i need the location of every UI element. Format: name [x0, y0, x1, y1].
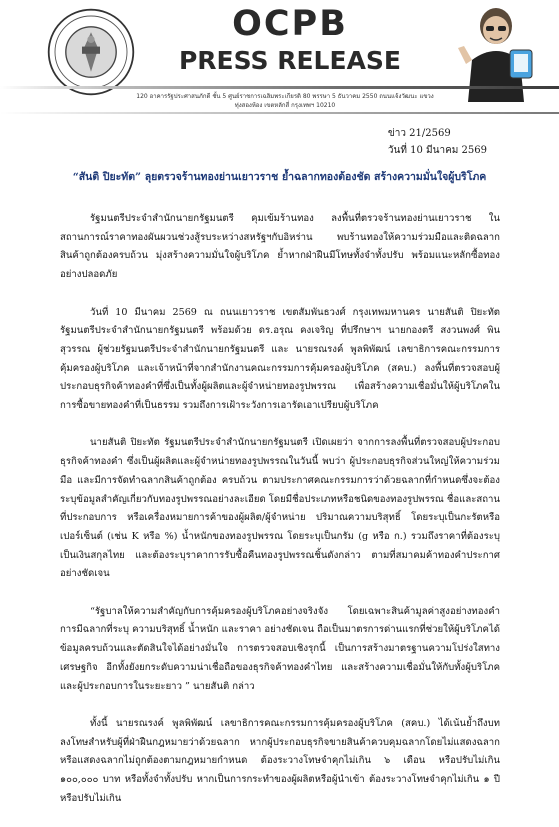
org-abbrev: OCPB — [232, 4, 348, 44]
paragraph-inspection: วันที่ 10 มีนาคม 2569 ณ ถนนเยาวราช เขตสัมพันธวงศ์ กรุงเทพมหานคร นายสันติ ปิยะทัต รัฐมนตรีประจำสำนักนายกรัฐมนตรี พร้อมด้วย ดร.อรุณ คงเจริญ ที่ปรึกษาฯ นายกองตรี สงวนพงศ์ พินสุวรรณ ผู้ช่วยรัฐมนตรีประจำสำนักนายกรัฐมนตรี และ นายรณรงค์ พูลพิพัฒน์ เลขาธิการคณะกรรมการคุ้มครองผู้บริโภค และเจ้าหน้าที่จากสำนักงานคณะกรรมการคุ้มครองผู้บริโภค (สคบ.) ลงพื้นที่ตรวจสอบผู้ประกอบธุรกิจค้าทองคำที่ซึ่งเป็นทั้งผู้ผลิตและผู้จำหน่ายทองรูปพรรณ เพื่อสร้างความเชื่อมั่นให้ผู้บริโภคในการซื้อขายทองคำที่เป็นธรรม รวมถึงการเฝ้าระวังการเอารัดเอาเปรียบผู้บริโภค — [60, 306, 500, 412]
header-rule-top — [0, 86, 559, 89]
paragraph-findings: นายสันติ ปิยะทัต รัฐมนตรีประจำสำนักนายกรัฐมนตรี เปิดเผยว่า จากการลงพื้นที่ตรวจสอบผู้ประกอบธุรกิจค้าทองคำ ซึ่งเป็นผู้ผลิตและผู้จำหน่ายทองรูปพรรณในวันนี้ พบว่า ผู้ประกอบธุรกิจส่วนใหญ่ให้ความร่วมมือ และมีการจัดทำฉลากสินค้าถูกต้อง ครบถ้วน ตามประกาศคณะกรรมการว่าด้วยฉลากที่กำหนดซึ่งจะต้องระบุข้อมูลสำคัญเกี่ยวกับทองรูปพรรณอย่างละเอียด โดยมีชื่อประเภทหรือชนิดของทองรูปพรรณ ชื่อและสถานที่ประกอบการ หรือเครื่องหมายการค้าของผู้ผลิต/ผู้จำหน่าย ปริมาณความบริสุทธิ์ โดยระบุเป็นกะรัตหรือเปอร์เซ็นต์ (เช่น K หรือ %) น้ำหนักของทองรูปพรรณ โดยระบุเป็นกรัม (g หรือ ก.) รวมถึงราคาที่ต้องระบุเป็นเงินสกุลไทย และต้องระบุราคาการรับซื้อคืนทองรูปพรรณชิ้นดังกล่าว ตามที่สมาคมค้าทองคำประกาศอย่างชัดเจน — [60, 437, 500, 580]
header-rule-bottom — [0, 112, 559, 114]
paragraph-penalties: ทั้งนี้ นายรณรงค์ พูลพิพัฒน์ เลขาธิการคณะกรรมการคุ้มครองผู้บริโภค (สคบ.) ได้เน้นย้ำถึงบทลงโทษสำหรับผู้ที่ฝ่าฝืนกฎหมายว่าด้วยฉลาก หากผู้ประกอบธุรกิจขายสินค้าควบคุมฉลากโดยไม่แสดงฉลาก หรือแสดงฉลากไม่ถูกต้องตามกฎหมายกำหนด ต้องระวางโทษจำคุกไม่เกิน ๖ เดือน หรือปรับไม่เกิน ๑๐๐,๐๐๐ บาท หรือทั้งจำทั้งปรับ หากเป็นการกระทำของผู้ผลิตหรือผู้นำเข้า ต้องระวางโทษจำคุกไม่เกิน ๑ ปี หรือปรับไม่เกิน — [60, 717, 500, 804]
article-body — [60, 210, 500, 827]
headline: “สันติ ปิยะทัต” ลุยตรวจร้านทองย่านเยาวราช ย้ำฉลากทองต้องชัด สร้างความมั่นใจผู้บริโภค — [72, 171, 487, 183]
press-release-header — [0, 0, 559, 112]
paragraph-summary: รัฐมนตรีประจำสำนักนายกรัฐมนตรี คุมเข้มร้านทอง ลงพื้นที่ตรวจร้านทองย่านเยาวราช ในสถานการณ์ราคาทองผันผวนช่วงสู้รบระหว่างสหรัฐฯกับอิหร่าน พบร้านทองให้ความร่วมมือและติดฉลากสินค้าถูกต้องครบถ้วน มุ่งสร้างความมั่นใจผู้บริโภค ย้ำหากฝ่าฝืนมีโทษทั้งจำทั้งปรับ พร้อมแนะหลักซื้อทองอย่างปลอดภัย — [60, 213, 500, 281]
paragraph-quote: “รัฐบาลให้ความสำคัญกับการคุ้มครองผู้บริโภคอย่างจริงจัง โดยเฉพาะสินค้ามูลค่าสูงอย่างทองคำ การมีฉลากที่ระบุ ความบริสุทธิ์ น้ำหนัก และราคา อย่างชัดเจน ถือเป็นมาตรการด่านแรกที่ช่วยให้ผู้บริโภคได้ข้อมูลครบถ้วนและตัดสินใจได้อย่างมั่นใจ การตรวจสอบเชิงรุกนี้ เป็นการสร้างมาตรฐานความโปร่งใสทางเศรษฐกิจ อีกทั้งยังยกระดับความน่าเชื่อถือของธุรกิจค้าทองคำไทย และสร้างความเชื่อมั่นให้กับทั้งผู้บริโภคและผู้ประกอบการในระยะยาว ” นายสันติ กล่าว — [60, 605, 500, 692]
news-number: ข่าว 21/2569 — [387, 128, 451, 139]
release-date: วันที่ 10 มีนาคม 2569 — [387, 145, 487, 156]
release-meta — [388, 125, 487, 159]
title-block — [130, 4, 450, 76]
press-release-label: PRESS RELEASE — [178, 46, 401, 75]
agency-address: 120 อาคารรัฐประศาสนภักดี ชั้น 5 ศูนย์ราชการเฉลิมพระเกียรติ 80 พรรษา 5 ธันวาคม 2550 ถนนแจ้งวัฒนะ แขวงทุ่งสองห้อง เขตหลักสี่ กรุงเทพฯ 10210 — [136, 93, 434, 109]
ocpb-seal-logo — [46, 6, 136, 98]
